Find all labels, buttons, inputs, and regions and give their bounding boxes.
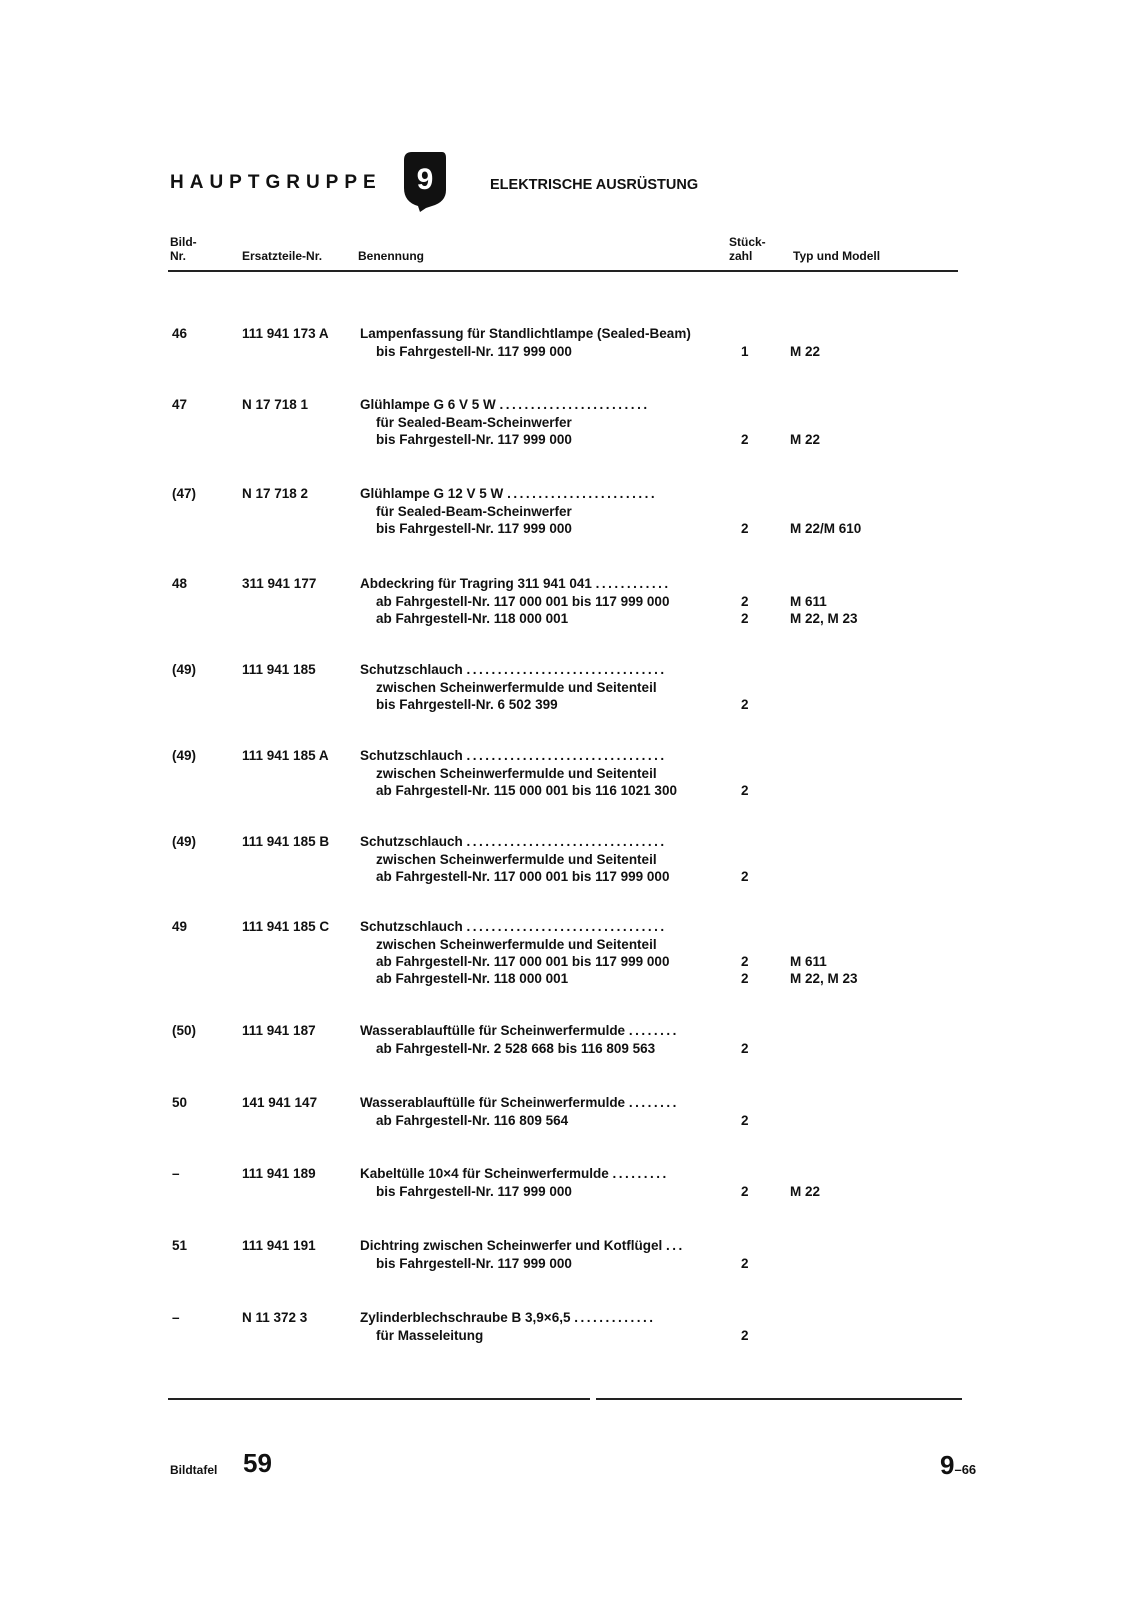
model: M 611	[790, 594, 827, 609]
bild-nr: 49	[172, 919, 188, 934]
bild-nr: (49)	[172, 662, 197, 677]
part-detail: ab Fahrgestell-Nr. 115 000 001 bis 116 1021 300	[376, 783, 677, 798]
quantity: 2	[741, 1113, 749, 1128]
part-number: N 11 372 3	[242, 1310, 308, 1325]
part-detail: ab Fahrgestell-Nr. 116 809 564	[376, 1113, 569, 1128]
group-badge-shape	[402, 150, 448, 212]
bild-nr: (47)	[172, 486, 197, 501]
plate-number: 59	[243, 1448, 272, 1478]
col-bild-line1: Bild-	[170, 235, 197, 249]
part-detail: ab Fahrgestell-Nr. 2 528 668 bis 116 809 563	[376, 1041, 656, 1056]
quantity: 2	[741, 869, 749, 884]
page-number: 9–66	[940, 1450, 977, 1480]
part-name: Schutzschlauch ................................	[360, 919, 667, 934]
part-detail: für Masseleitung	[376, 1328, 484, 1343]
part-detail: für Sealed-Beam-Scheinwerfer	[376, 504, 572, 519]
model: M 22	[790, 1184, 821, 1199]
part-number: N 17 718 2	[242, 486, 309, 501]
part-number: 111 941 191	[242, 1238, 316, 1253]
bild-nr: 47	[172, 397, 188, 412]
quantity: 2	[741, 432, 749, 447]
quantity: 2	[741, 954, 749, 969]
model: M 22	[790, 432, 821, 447]
part-number: 111 941 189	[242, 1166, 316, 1181]
part-detail: zwischen Scheinwerfermulde und Seitenteil	[376, 852, 657, 867]
part-number: 111 941 185	[242, 662, 316, 677]
bild-nr: 51	[172, 1238, 188, 1253]
part-detail: ab Fahrgestell-Nr. 117 000 001 bis 117 999 000	[376, 954, 670, 969]
model: M 22	[790, 344, 821, 359]
col-part-no: Ersatzteile-Nr.	[242, 249, 323, 263]
part-number: 141 941 147	[242, 1095, 318, 1110]
bild-nr: 48	[172, 576, 188, 591]
part-detail: bis Fahrgestell-Nr. 117 999 000	[376, 1256, 572, 1271]
part-number: 111 941 185 A	[242, 748, 329, 763]
part-name: Schutzschlauch ................................	[360, 834, 667, 849]
header-rule	[168, 270, 958, 272]
part-detail: bis Fahrgestell-Nr. 117 999 000	[376, 521, 572, 536]
part-number: 111 941 187	[242, 1023, 316, 1038]
quantity: 2	[741, 971, 749, 986]
part-detail: ab Fahrgestell-Nr. 118 000 001	[376, 611, 569, 626]
plate-label: Bildtafel	[170, 1463, 218, 1477]
model: M 22/M 610	[790, 521, 862, 536]
part-detail: bis Fahrgestell-Nr. 117 999 000	[376, 1184, 572, 1199]
part-name: Lampenfassung für Standlichtlampe (Sealed-Beam)	[360, 326, 691, 341]
model: M 22, M 23	[790, 971, 858, 986]
quantity: 2	[741, 1256, 749, 1271]
bild-nr: (49)	[172, 748, 197, 763]
bild-nr: –	[172, 1310, 180, 1325]
part-number: 311 941 177	[242, 576, 317, 591]
part-detail: zwischen Scheinwerfermulde und Seitenteil	[376, 937, 657, 952]
bild-nr: (50)	[172, 1023, 197, 1038]
part-detail: zwischen Scheinwerfermulde und Seitenteil	[376, 680, 657, 695]
part-name: Schutzschlauch ................................	[360, 662, 667, 677]
part-detail: bis Fahrgestell-Nr. 6 502 399	[376, 697, 558, 712]
col-qty-line2: zahl	[729, 249, 753, 263]
quantity: 2	[741, 1328, 749, 1343]
bild-nr: (49)	[172, 834, 197, 849]
part-number: 111 941 185 C	[242, 919, 330, 934]
part-name: Glühlampe G 12 V 5 W ........................	[360, 486, 658, 501]
quantity: 2	[741, 521, 749, 536]
group-number: 9	[416, 163, 434, 196]
part-name: Glühlampe G 6 V 5 W ........................	[360, 397, 650, 412]
model: M 611	[790, 954, 827, 969]
bild-nr: –	[172, 1166, 180, 1181]
quantity: 2	[741, 611, 749, 626]
part-number: 111 941 173 A	[242, 326, 329, 341]
part-detail: bis Fahrgestell-Nr. 117 999 000	[376, 432, 572, 447]
group-badge	[402, 150, 448, 212]
part-detail: bis Fahrgestell-Nr. 117 999 000	[376, 344, 572, 359]
bild-nr: 46	[172, 326, 188, 341]
part-number: N 17 718 1	[242, 397, 309, 412]
part-detail: ab Fahrgestell-Nr. 118 000 001	[376, 971, 569, 986]
col-bild-line2: Nr.	[170, 249, 187, 263]
quantity: 2	[741, 697, 749, 712]
part-detail: ab Fahrgestell-Nr. 117 000 001 bis 117 999 000	[376, 869, 670, 884]
col-name: Benennung	[358, 249, 424, 263]
col-qty-line1: Stück-	[729, 235, 766, 249]
model: M 22, M 23	[790, 611, 858, 626]
bild-nr: 50	[172, 1095, 188, 1110]
part-number: 111 941 185 B	[242, 834, 330, 849]
quantity: 2	[741, 594, 749, 609]
quantity: 1	[741, 344, 749, 359]
part-detail: ab Fahrgestell-Nr. 117 000 001 bis 117 999 000	[376, 594, 670, 609]
part-name: Schutzschlauch ................................	[360, 748, 667, 763]
part-name: Wasserablauftülle für Scheinwerfermulde ........	[360, 1023, 679, 1038]
footer-rule-left	[168, 1398, 590, 1400]
quantity: 2	[741, 1041, 749, 1056]
part-detail: für Sealed-Beam-Scheinwerfer	[376, 415, 572, 430]
part-name: Wasserablauftülle für Scheinwerfermulde ........	[360, 1095, 679, 1110]
part-detail: zwischen Scheinwerfermulde und Seitenteil	[376, 766, 657, 781]
section-title: ELEKTRISCHE AUSRÜSTUNG	[490, 177, 699, 193]
part-name: Kabeltülle 10×4 für Scheinwerfermulde .........	[360, 1166, 669, 1181]
col-model: Typ und Modell	[793, 249, 881, 263]
part-name: Dichtring zwischen Scheinwerfer und Kotflügel ...	[360, 1238, 685, 1253]
part-name: Zylinderblechschraube B 3,9×6,5 .............	[360, 1310, 656, 1325]
quantity: 2	[741, 1184, 749, 1199]
part-name: Abdeckring für Tragring 311 941 041 ............	[360, 576, 671, 591]
quantity: 2	[741, 783, 749, 798]
main-group-label: HAUPTGRUPPE	[170, 172, 382, 193]
footer-rule-right	[596, 1398, 962, 1400]
